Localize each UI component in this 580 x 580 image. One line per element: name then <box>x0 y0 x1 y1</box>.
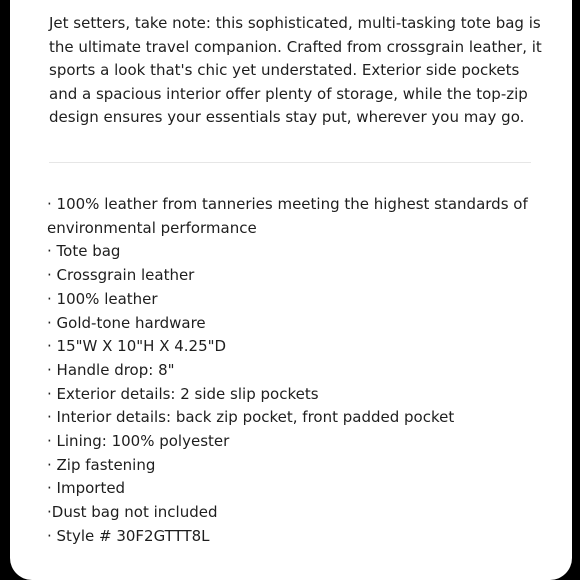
feature-item: · Crossgrain leather <box>47 266 195 285</box>
product-description: Jet setters, take note: this sophisticated, multi-tasking tote bag is the ultimate travel companion. Crafted from crossgrain leather, it sports a look that's chic yet understated. Exterior side pockets and a spacious interior offer plenty of storage, while the top-zip design ensures your essentials stay put, wherever you may go. <box>49 14 542 126</box>
feature-item: · Lining: 100% polyester <box>47 432 230 451</box>
feature-item: · Gold-tone hardware <box>47 313 206 332</box>
product-features-list <box>47 193 547 549</box>
feature-item: · Imported <box>47 479 126 498</box>
feature-item: · Tote bag <box>47 242 121 261</box>
section-divider <box>49 162 531 163</box>
feature-item: · Style # 30F2GTTT8L <box>47 526 210 545</box>
feature-item: · Exterior details: 2 side slip pockets <box>47 384 319 403</box>
feature-item: ·Dust bag not included <box>47 503 218 522</box>
product-detail-card <box>10 0 572 580</box>
feature-item: · Interior details: back zip pocket, front padded pocket <box>47 408 455 427</box>
feature-item: · 100% leather from tanneries meeting the highest standards of environmental performance <box>47 195 528 237</box>
feature-item: · 100% leather <box>47 289 158 308</box>
feature-item: · Zip fastening <box>47 455 156 474</box>
feature-item: · Handle drop: 8" <box>47 360 175 379</box>
feature-item: · 15"W X 10"H X 4.25"D <box>47 337 227 356</box>
